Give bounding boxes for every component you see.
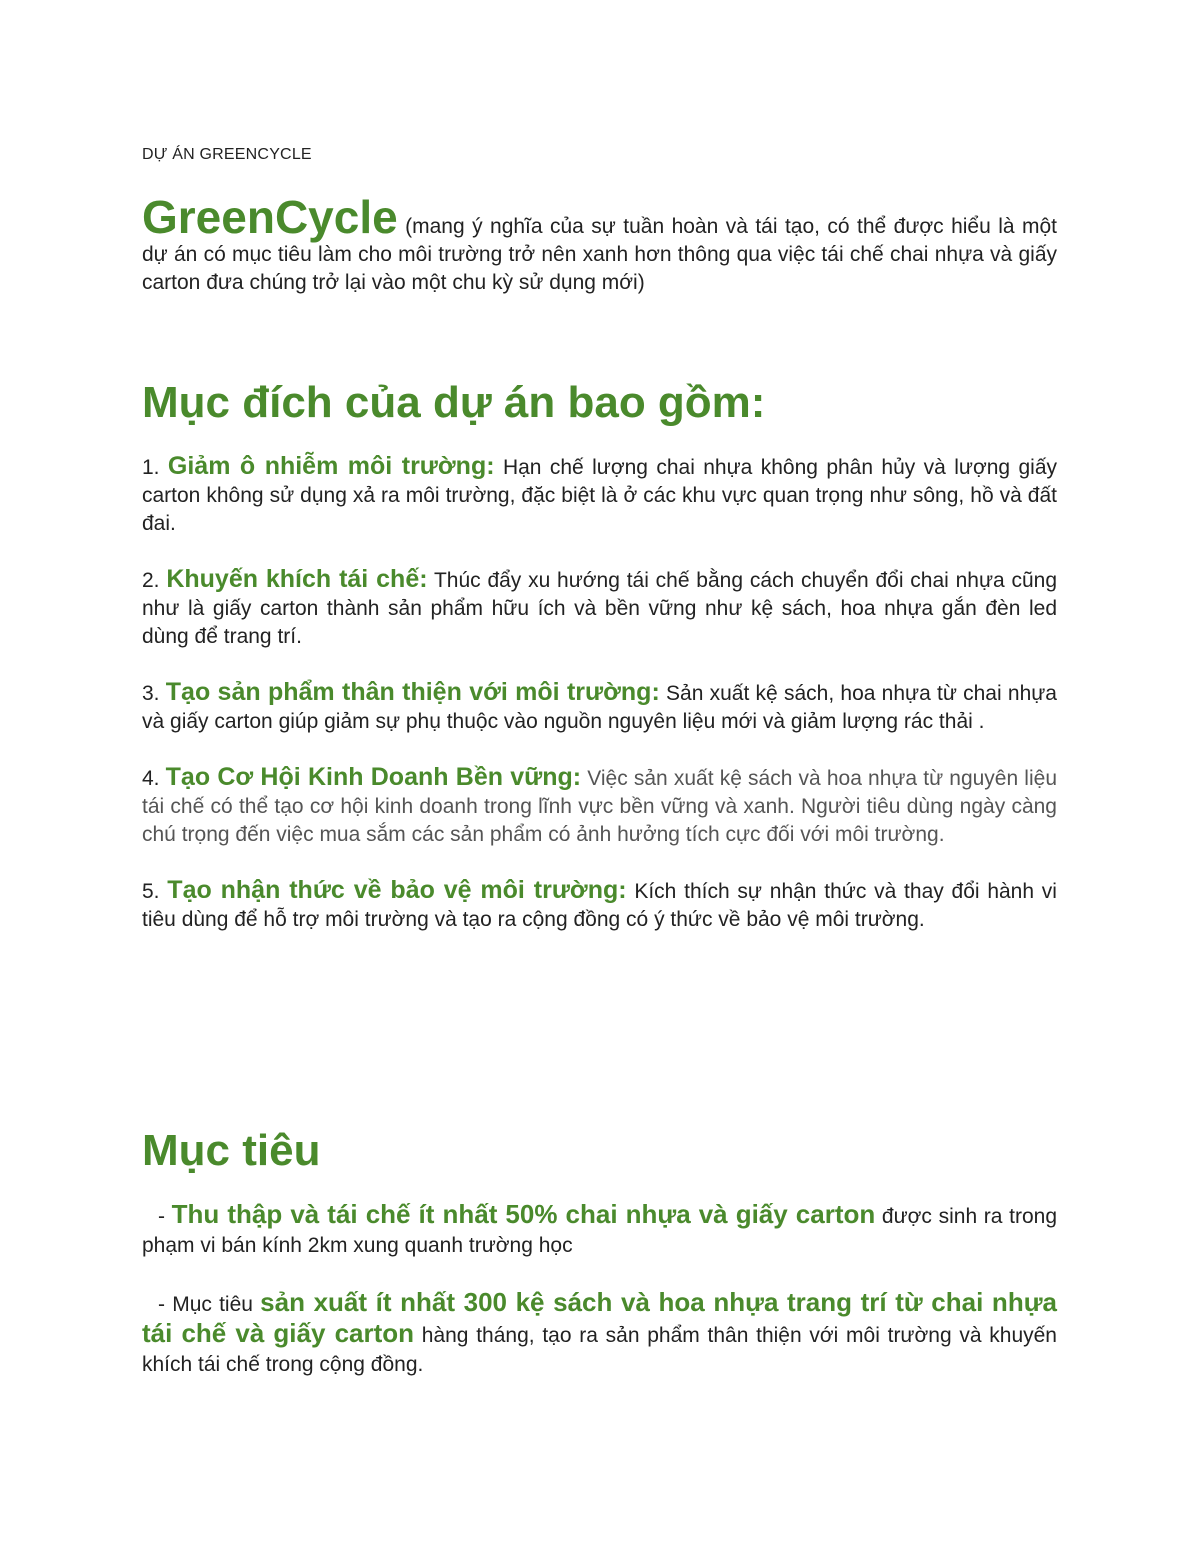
goal-prefix: - Mục tiêu	[158, 1293, 261, 1316]
purpose-description: Việc sản xuất kệ sách và hoa nhựa từ nguyên liệu tái chế có thể tạo cơ hội kinh doanh trong lĩnh vực bền vững và xanh. Người tiêu dùng ngày càng chú trọng đến việc mua sắm các sản phẩm có ảnh hưởng tích cực đối với môi trường.	[142, 767, 1057, 846]
purpose-title: Giảm ô nhiễm môi trường:	[167, 452, 495, 480]
purpose-item	[142, 678, 1057, 736]
purpose-description: Kích thích sự nhận thức và thay đổi hành vi tiêu dùng để hỗ trợ môi trường và tạo ra cộng đồng có ý thức về bảo vệ môi trường.	[142, 880, 1057, 931]
purpose-item	[142, 763, 1057, 849]
goal-prefix: -	[158, 1205, 172, 1228]
purpose-list	[142, 452, 1057, 961]
purpose-title: Tạo nhận thức về bảo vệ môi trường:	[167, 876, 627, 904]
intro-text: (mang ý nghĩa của sự tuần hoàn và tái tạo, có thể được hiểu là một dự án có mục tiêu làm cho môi trường trở nên xanh hơn thông qua việc tái chế chai nhựa và giấy carton đưa chúng trở lại vào một chu kỳ sử dụng mới)	[142, 215, 1057, 294]
purpose-description: Hạn chế lượng chai nhựa không phân hủy và lượng giấy carton không sử dụng xả ra môi trường, đặc biệt là ở các khu vực quan trọng như sông, hồ và đất đai.	[142, 456, 1057, 535]
purpose-title: Khuyến khích tái chế:	[166, 565, 428, 593]
purpose-number: 4.	[142, 767, 166, 790]
purpose-description: Sản xuất kệ sách, hoa nhựa từ chai nhựa và giấy carton giúp giảm sự phụ thuộc vào nguồn nguyên liệu mới và giảm lượng rác thải .	[142, 682, 1057, 733]
goal-item	[142, 1288, 1057, 1379]
purpose-number: 3.	[142, 682, 166, 705]
purpose-item	[142, 876, 1057, 934]
goal-list	[142, 1200, 1057, 1401]
goal-emphasis: Thu thập và tái chế ít nhất 50% chai nhựa và giấy carton	[171, 1199, 876, 1229]
purpose-description: Thúc đẩy xu hướng tái chế bằng cách chuyển đổi chai nhựa cũng như là giấy carton thành sản phẩm hữu ích và bền vững như kệ sách, hoa nhựa gắn đèn led dùng để trang trí.	[142, 569, 1057, 648]
purpose-heading: Mục đích của dự án bao gồm:	[142, 378, 766, 427]
goal-suffix: hàng tháng, tạo ra sản phẩm thân thiện với môi trường và khuyến khích tái chế trong cộng đồng.	[142, 1324, 1057, 1376]
goal-emphasis: sản xuất ít nhất 300 kệ sách và hoa nhựa trang trí từ chai nhựa tái chế và giấy carton	[142, 1287, 1057, 1348]
purpose-item	[142, 565, 1057, 651]
goal-suffix: được sinh ra trong phạm vi bán kính 2km xung quanh trường học	[142, 1205, 1057, 1257]
document-small-title: DỰ ÁN GREENCYCLE	[142, 146, 312, 163]
purpose-item	[142, 452, 1057, 538]
brand-name: GreenCycle	[142, 191, 398, 243]
purpose-title: Tạo Cơ Hội Kinh Doanh Bền vững:	[165, 763, 582, 791]
purpose-number: 5.	[142, 880, 168, 903]
goal-item	[142, 1200, 1057, 1260]
purpose-number: 1.	[142, 456, 168, 479]
goals-heading: Mục tiêu	[142, 1126, 321, 1175]
purpose-number: 2.	[142, 569, 167, 592]
purpose-title: Tạo sản phẩm thân thiện với môi trường:	[165, 678, 660, 706]
intro-paragraph	[142, 191, 1057, 297]
